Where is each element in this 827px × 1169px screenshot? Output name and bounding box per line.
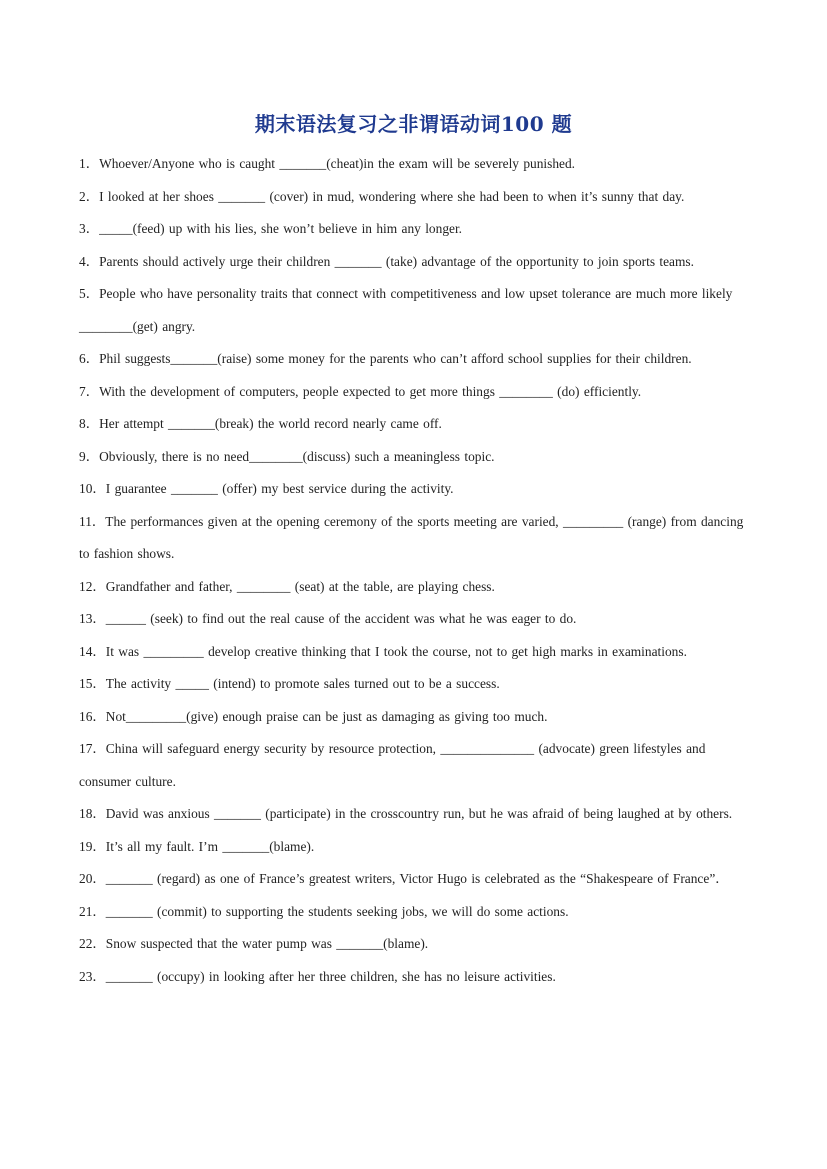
question-item <box>79 636 749 669</box>
question-text: China will safeguard energy security by resource protection, ______________ (advocate) green lifestyles and consumer culture. <box>79 741 706 789</box>
question-item <box>79 603 749 636</box>
question-text: _______ (regard) as one of France’s greatest writers, Victor Hugo is celebrated as the “Shakespeare of France”． <box>105 871 729 886</box>
question-item <box>79 798 749 831</box>
question-text: ______ (seek) to find out the real cause of the accident was what he was eager to do. <box>105 611 577 626</box>
question-text: People who have personality traits that connect with competitiveness and low upset tolerance are much more likely ________(get) angry. <box>79 286 733 334</box>
question-number: 3． <box>79 221 100 236</box>
question-text: Not_________(give) enough praise can be just as damaging as giving too much. <box>105 708 548 724</box>
question-item <box>79 701 749 734</box>
question-item <box>79 961 749 994</box>
question-item <box>79 928 749 961</box>
question-item <box>79 181 749 214</box>
question-text: It was _________ develop creative thinking that I took the course, not to get high marks in examinations. <box>105 643 687 659</box>
question-text: _______ (occupy) in looking after her three children, she has no leisure activities. <box>105 968 556 984</box>
question-number: 13． <box>79 611 106 626</box>
question-text: The activity _____ (intend) to promote sales turned out to be a success. <box>105 676 500 691</box>
question-item <box>79 246 749 279</box>
question-number: 23． <box>79 968 106 984</box>
question-text: Obviously, there is no need________(discuss) such a meaningless topic. <box>99 448 495 464</box>
question-list <box>79 148 749 993</box>
question-item <box>79 278 749 343</box>
question-item <box>79 733 749 798</box>
question-number: 22． <box>79 936 106 951</box>
question-text: Snow suspected that the water pump was _______(blame). <box>105 936 429 951</box>
question-item <box>79 896 749 929</box>
question-item <box>79 441 749 474</box>
question-item <box>79 831 749 864</box>
question-text: David was anxious _______ (participate) in the crosscountry run, but he was afraid of being laughed at by others. <box>105 806 733 821</box>
question-number: 7． <box>79 383 100 399</box>
page-title: 期末语法复习之非谓语动词100 题 <box>254 112 573 136</box>
question-item <box>79 506 749 571</box>
question-text: _______ (commit) to supporting the students seeking jobs, we will do some actions. <box>105 903 569 919</box>
question-number: 14． <box>79 643 106 659</box>
question-number: 16． <box>79 708 106 724</box>
question-text: _____(feed) up with his lies, she won’t believe in him any longer. <box>99 221 463 236</box>
question-text: Her attempt _______(break) the world record nearly came off. <box>99 416 442 431</box>
question-number: 15． <box>79 676 106 691</box>
question-text: Parents should actively urge their children _______ (take) advantage of the opportunity to join sports teams. <box>99 253 694 269</box>
question-item <box>79 148 749 181</box>
question-number: 19． <box>79 838 106 854</box>
question-item <box>79 376 749 409</box>
question-number: 8． <box>79 416 100 431</box>
question-number: 2． <box>79 188 100 204</box>
question-number: 5． <box>79 286 100 301</box>
question-number: 11． <box>79 513 106 529</box>
question-item <box>79 473 749 506</box>
question-item <box>79 343 749 376</box>
question-text: The performances given at the opening ceremony of the sports meeting are varied, _________ (range) from dancing to fashion shows. <box>79 513 744 561</box>
question-text: I looked at her shoes _______ (cover) in mud, wondering where she had been to when it’s sunny that day. <box>99 188 685 204</box>
question-item <box>79 213 749 246</box>
question-number: 9． <box>79 448 100 464</box>
question-number: 21． <box>79 903 106 919</box>
question-item <box>79 668 749 701</box>
question-text: Grandfather and father, ________ (seat) at the table, are playing chess. <box>105 578 495 594</box>
question-number: 1． <box>79 156 100 171</box>
question-text: It’s all my fault. I’m _______(blame). <box>105 838 315 854</box>
question-number: 20． <box>79 871 106 886</box>
question-number: 12． <box>79 578 106 594</box>
question-number: 6． <box>79 351 100 366</box>
question-item <box>79 408 749 441</box>
question-item <box>79 571 749 604</box>
question-number: 10． <box>79 481 106 496</box>
question-item <box>79 863 749 896</box>
question-number: 18． <box>79 806 106 821</box>
question-number: 17． <box>79 741 106 756</box>
question-text: I guarantee _______ (offer) my best service during the activity. <box>105 481 454 496</box>
question-text: Phil suggests_______(raise) some money for the parents who can’t afford school supplies for their children. <box>99 351 692 366</box>
question-number: 4． <box>79 253 100 269</box>
question-text: With the development of computers, people expected to get more things ________ (do) efficiently. <box>99 383 642 399</box>
question-text: Whoever/Anyone who is caught _______(cheat)in the exam will be severely punished. <box>99 156 576 171</box>
